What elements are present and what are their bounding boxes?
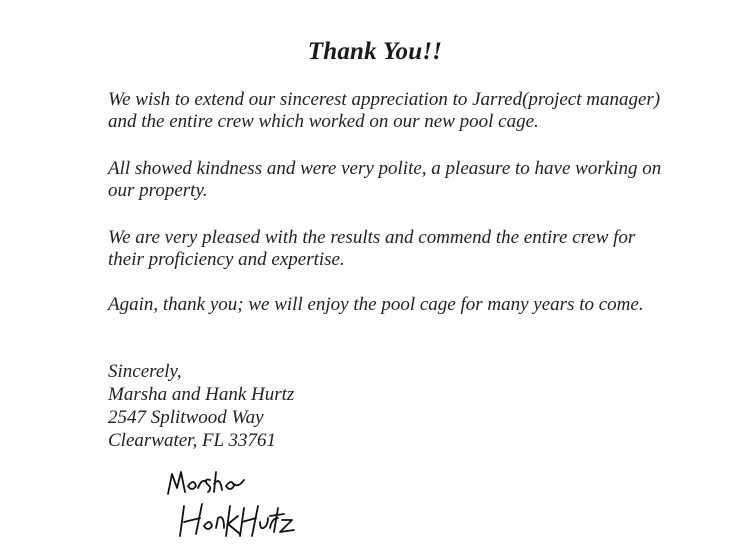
sender-city-state-zip: Clearwater, FL 33761 xyxy=(108,430,277,451)
paragraph-results: We are very pleased with the results and commend the entire crew for their proficiency and expertise. xyxy=(108,227,636,270)
signature-drawing xyxy=(160,466,300,546)
letter-title: Thank You!! xyxy=(307,38,443,65)
handwritten-signature xyxy=(160,466,300,546)
paragraph-kindness: All showed kindness and were very polite, a pleasure to have working on our property. xyxy=(108,158,662,201)
paragraph-appreciation: We wish to extend our sincerest appreciation to Jarred(project manager) and the entire crew which worked on our new pool cage. xyxy=(108,89,661,132)
paragraph-thanks: Again, thank you; we will enjoy the pool cage for many years to come. xyxy=(108,294,644,315)
sender-street: 2547 Splitwood Way xyxy=(108,407,264,428)
closing-salutation: Sincerely, xyxy=(108,361,182,382)
closing-block xyxy=(108,360,294,452)
sender-names: Marsha and Hank Hurtz xyxy=(108,384,295,405)
